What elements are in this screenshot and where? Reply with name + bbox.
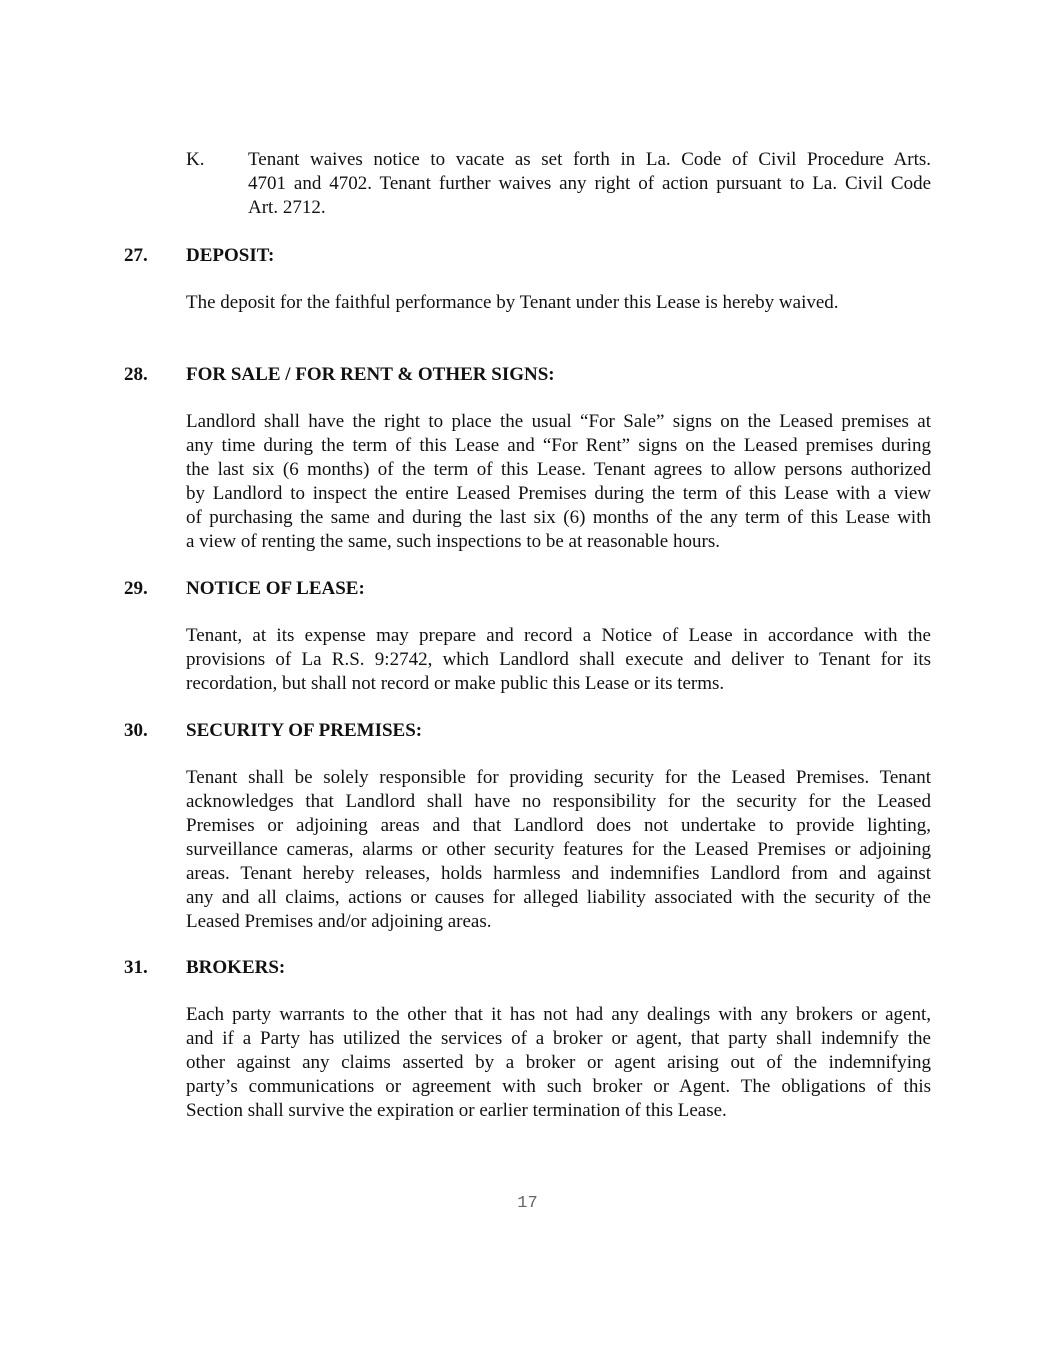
section-heading: NOTICE OF LEASE: bbox=[186, 578, 365, 599]
text-line: Landlord shall have the right to place the usual “For Sale” signs on the Leased premises at bbox=[186, 411, 931, 432]
section-heading: BROKERS: bbox=[186, 957, 286, 978]
section-body bbox=[186, 1003, 931, 1123]
section-body bbox=[186, 291, 931, 315]
text-line: the last six (6 months) of the term of this Lease. Tenant agrees to allow persons authorized bbox=[186, 459, 931, 480]
item-k-label: K. bbox=[186, 149, 205, 170]
text-line: and if a Party has utilized the services of a broker or agent, that party shall indemnify the bbox=[186, 1028, 931, 1049]
item-k-text bbox=[248, 148, 931, 220]
section-body bbox=[186, 766, 931, 934]
text-line: any time during the term of this Lease and “For Rent” signs on the Leased premises during bbox=[186, 435, 931, 456]
section-heading: SECURITY OF PREMISES: bbox=[186, 720, 423, 741]
text-line: Art. 2712. bbox=[248, 197, 326, 218]
section-number: 29. bbox=[124, 578, 148, 599]
text-line: recordation, but shall not record or make public this Lease or its terms. bbox=[186, 673, 725, 694]
section-number: 27. bbox=[124, 245, 148, 266]
section-heading: DEPOSIT: bbox=[186, 245, 275, 266]
section-body bbox=[186, 624, 931, 696]
text-line: acknowledges that Landlord shall have no responsibility for the security for the Leased bbox=[186, 791, 931, 812]
text-line: party’s communications or agreement with such broker or Agent. The obligations of this bbox=[186, 1076, 931, 1097]
text-line: other against any claims asserted by a broker or agent arising out of the indemnifying bbox=[186, 1052, 931, 1073]
text-line: a view of renting the same, such inspections to be at reasonable hours. bbox=[186, 531, 720, 552]
text-line: any and all claims, actions or causes for alleged liability associated with the security of the bbox=[186, 887, 931, 908]
text-line: by Landlord to inspect the entire Leased Premises during the term of this Lease with a view bbox=[186, 483, 931, 504]
text-line: Section shall survive the expiration or earlier termination of this Lease. bbox=[186, 1100, 727, 1121]
text-line: Tenant, at its expense may prepare and record a Notice of Lease in accordance with the bbox=[186, 625, 931, 646]
text-line: provisions of La R.S. 9:2742, which Landlord shall execute and deliver to Tenant for its bbox=[186, 649, 931, 670]
text-line: Each party warrants to the other that it has not had any dealings with any brokers or agent, bbox=[186, 1004, 931, 1025]
section-heading: FOR SALE / FOR RENT & OTHER SIGNS: bbox=[186, 364, 555, 385]
text-line: Leased Premises and/or adjoining areas. bbox=[186, 911, 492, 932]
text-line: 4701 and 4702. Tenant further waives any right of action pursuant to La. Civil Code bbox=[248, 173, 931, 194]
text-line: Tenant waives notice to vacate as set forth in La. Code of Civil Procedure Arts. bbox=[248, 149, 931, 170]
section-number: 31. bbox=[124, 957, 148, 978]
section-number: 28. bbox=[124, 364, 148, 385]
text-line: surveillance cameras, alarms or other security features for the Leased Premises or adjoining bbox=[186, 839, 931, 860]
text-line: areas. Tenant hereby releases, holds harmless and indemnifies Landlord from and against bbox=[186, 863, 931, 884]
section-body bbox=[186, 410, 931, 554]
text-line: The deposit for the faithful performance by Tenant under this Lease is hereby waived. bbox=[186, 292, 839, 313]
section-number: 30. bbox=[124, 720, 148, 741]
page-number: 17 bbox=[517, 1194, 538, 1213]
text-line: Tenant shall be solely responsible for providing security for the Leased Premises. Tenant bbox=[186, 767, 931, 788]
text-line: of purchasing the same and during the last six (6) months of the any term of this Lease with bbox=[186, 507, 931, 528]
text-line: Premises or adjoining areas and that Landlord does not undertake to provide lighting, bbox=[186, 815, 931, 836]
